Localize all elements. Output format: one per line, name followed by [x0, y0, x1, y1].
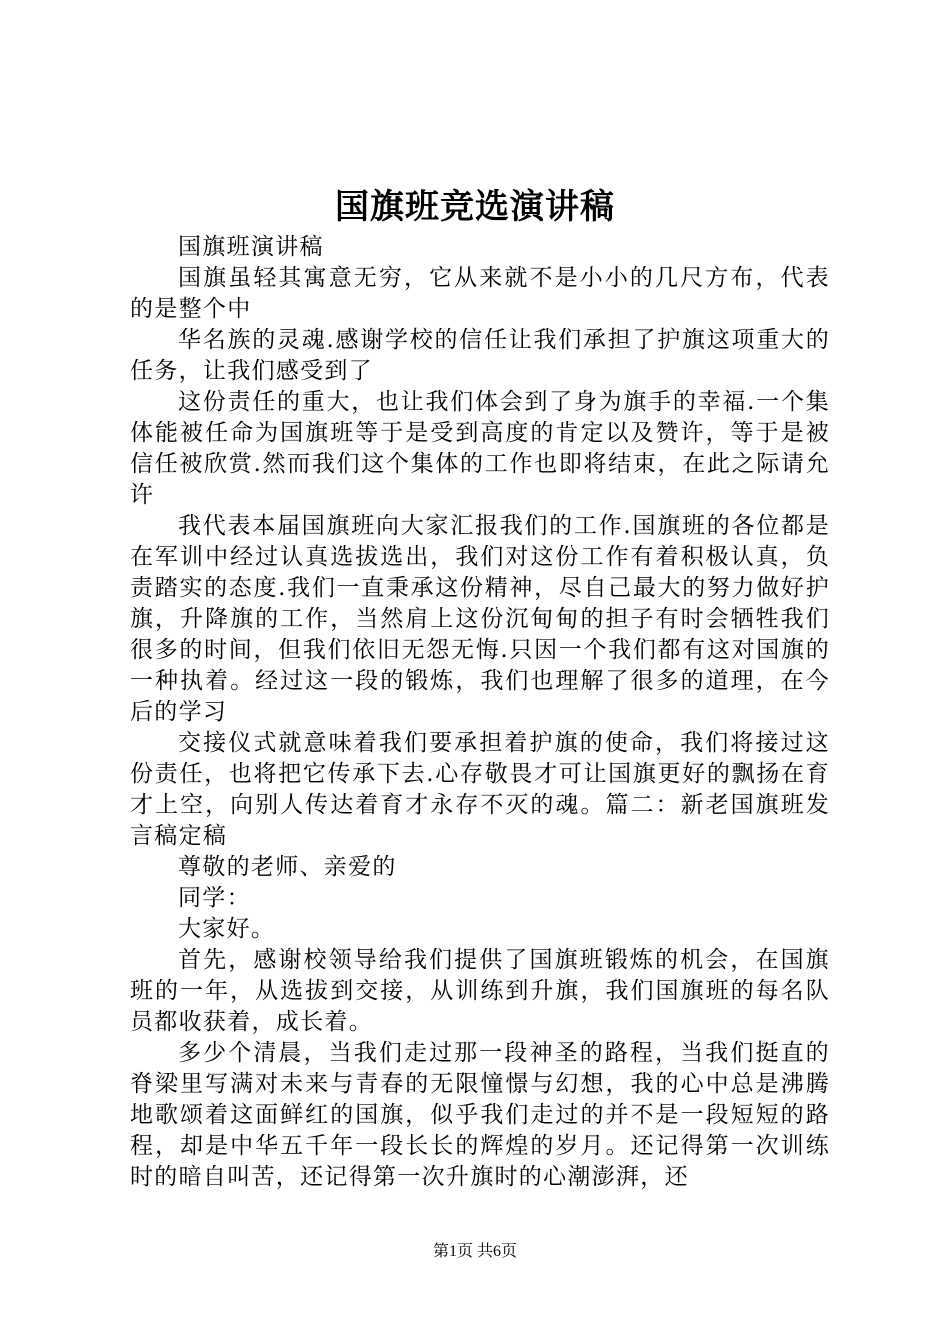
- paragraph: 这份责任的重大，也让我们体会到了身为旗手的幸福.一个集体能被任命为国旗班等于是受到高度的肯定以及赞许，等于是被信任被欣赏.然而我们这个集体的工作也即将结束，在此之际请允许: [130, 389, 830, 508]
- paragraph: 国旗班演讲稿: [178, 234, 324, 260]
- paragraph: 同学：: [178, 885, 251, 911]
- paragraph: 多少个清晨，当我们走过那一段神圣的路程，当我们挺直的脊梁里写满对未来与青春的无限憧憬与幻想，我的心中总是沸腾地歌颂着这面鲜红的国旗，似乎我们走过的并不是一段短短的路程，却是中华五千年一段长长的辉煌的岁月。还记得第一次训练时的暗自叫苦，还记得第一次升旗时的心潮澎湃，还: [130, 1040, 830, 1190]
- paragraph: 交接仪式就意味着我们要承担着护旗的使命，我们将接过这份责任，也将把它传承下去.心存敬畏才可让国旗更好的飘扬在育才上空，向别人传达着育才永存不灭的魂。篇二：新老国旗班发言稿定稿: [130, 730, 830, 849]
- document-title: 国旗班竞选演讲稿: [335, 187, 615, 227]
- paragraph: 国旗虽轻其寓意无穷，它从来就不是小小的几尺方布，代表的是整个中: [130, 265, 830, 322]
- page-number-footer: 第1页 共6页: [432, 1243, 517, 1260]
- paragraph: 华名族的灵魂.感谢学校的信任让我们承担了护旗这项重大的任务，让我们感受到了: [130, 327, 830, 384]
- paragraph: 大家好。: [178, 916, 276, 942]
- paragraph: 尊敬的老师、亲爱的: [178, 854, 397, 880]
- paragraph: 首先，感谢校领导给我们提供了国旗班锻炼的机会，在国旗班的一年，从选拔到交接，从训练到升旗，我们国旗班的每名队员都收获着，成长着。: [130, 947, 830, 1035]
- paragraph: 我代表本届国旗班向大家汇报我们的工作.国旗班的各位都是在军训中经过认真选拔选出，我们对这份工作有着积极认真，负责踏实的态度.我们一直秉承这份精神，尽自己最大的努力做好护旗，升降旗的工作，当然肩上这份沉甸甸的担子有时会牺牲我们很多的时间，但我们依旧无怨无悔.只因一个我们都有这对国旗的一种执着。经过这一段的锻炼，我们也理解了很多的道理，在今后的学习: [130, 513, 830, 725]
- document-body: [130, 232, 830, 1193]
